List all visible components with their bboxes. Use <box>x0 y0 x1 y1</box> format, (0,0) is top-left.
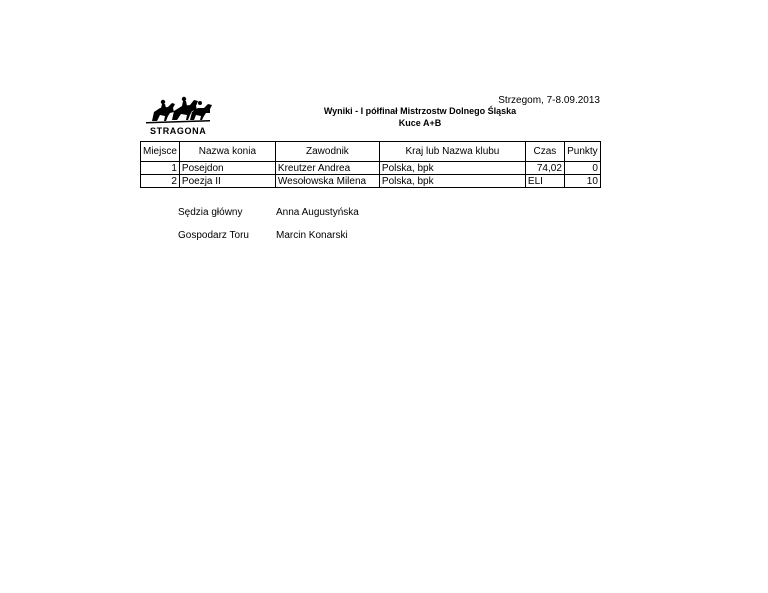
cell-club: Polska, bpk <box>379 175 525 188</box>
cell-place: 1 <box>141 162 180 175</box>
place-date: Strzegom, 7-8.09.2013 <box>498 95 600 106</box>
cell-horse: Posejdon <box>179 162 275 175</box>
table-row <box>141 175 601 188</box>
official-name-judge: Anna Augustyńska <box>276 207 359 218</box>
table-header-row <box>141 142 601 162</box>
col-header-horse: Nazwa konia <box>179 142 275 162</box>
official-label-course: Gospodarz Toru <box>178 230 249 241</box>
official-label-judge: Sędzia główny <box>178 207 243 218</box>
cell-rider: Kreutzer Andrea <box>275 162 379 175</box>
cell-points: 10 <box>564 175 600 188</box>
cell-time: ELI <box>525 175 564 188</box>
col-header-points: Punkty <box>564 142 600 162</box>
stragona-logo <box>144 94 216 136</box>
cell-place: 2 <box>141 175 180 188</box>
official-name-course: Marcin Konarski <box>276 230 348 241</box>
col-header-club: Kraj lub Nazwa klubu <box>379 142 525 162</box>
cell-rider: Wesołowska Milena <box>275 175 379 188</box>
results-table <box>140 141 601 188</box>
table-row <box>141 162 601 175</box>
cell-club: Polska, bpk <box>379 162 525 175</box>
page-title: Wyniki - I półfinał Mistrzostw Dolnego Śląska <box>323 106 517 116</box>
cell-points: 0 <box>564 162 600 175</box>
page-subtitle: Kuce A+B <box>398 118 442 128</box>
col-header-rider: Zawodnik <box>275 142 379 162</box>
col-header-place: Miejsce <box>141 142 180 162</box>
col-header-time: Czas <box>525 142 564 162</box>
cell-time: 74,02 <box>525 162 564 175</box>
logo-wordmark: STRAGONA <box>150 126 207 136</box>
cell-horse: Poezja II <box>179 175 275 188</box>
